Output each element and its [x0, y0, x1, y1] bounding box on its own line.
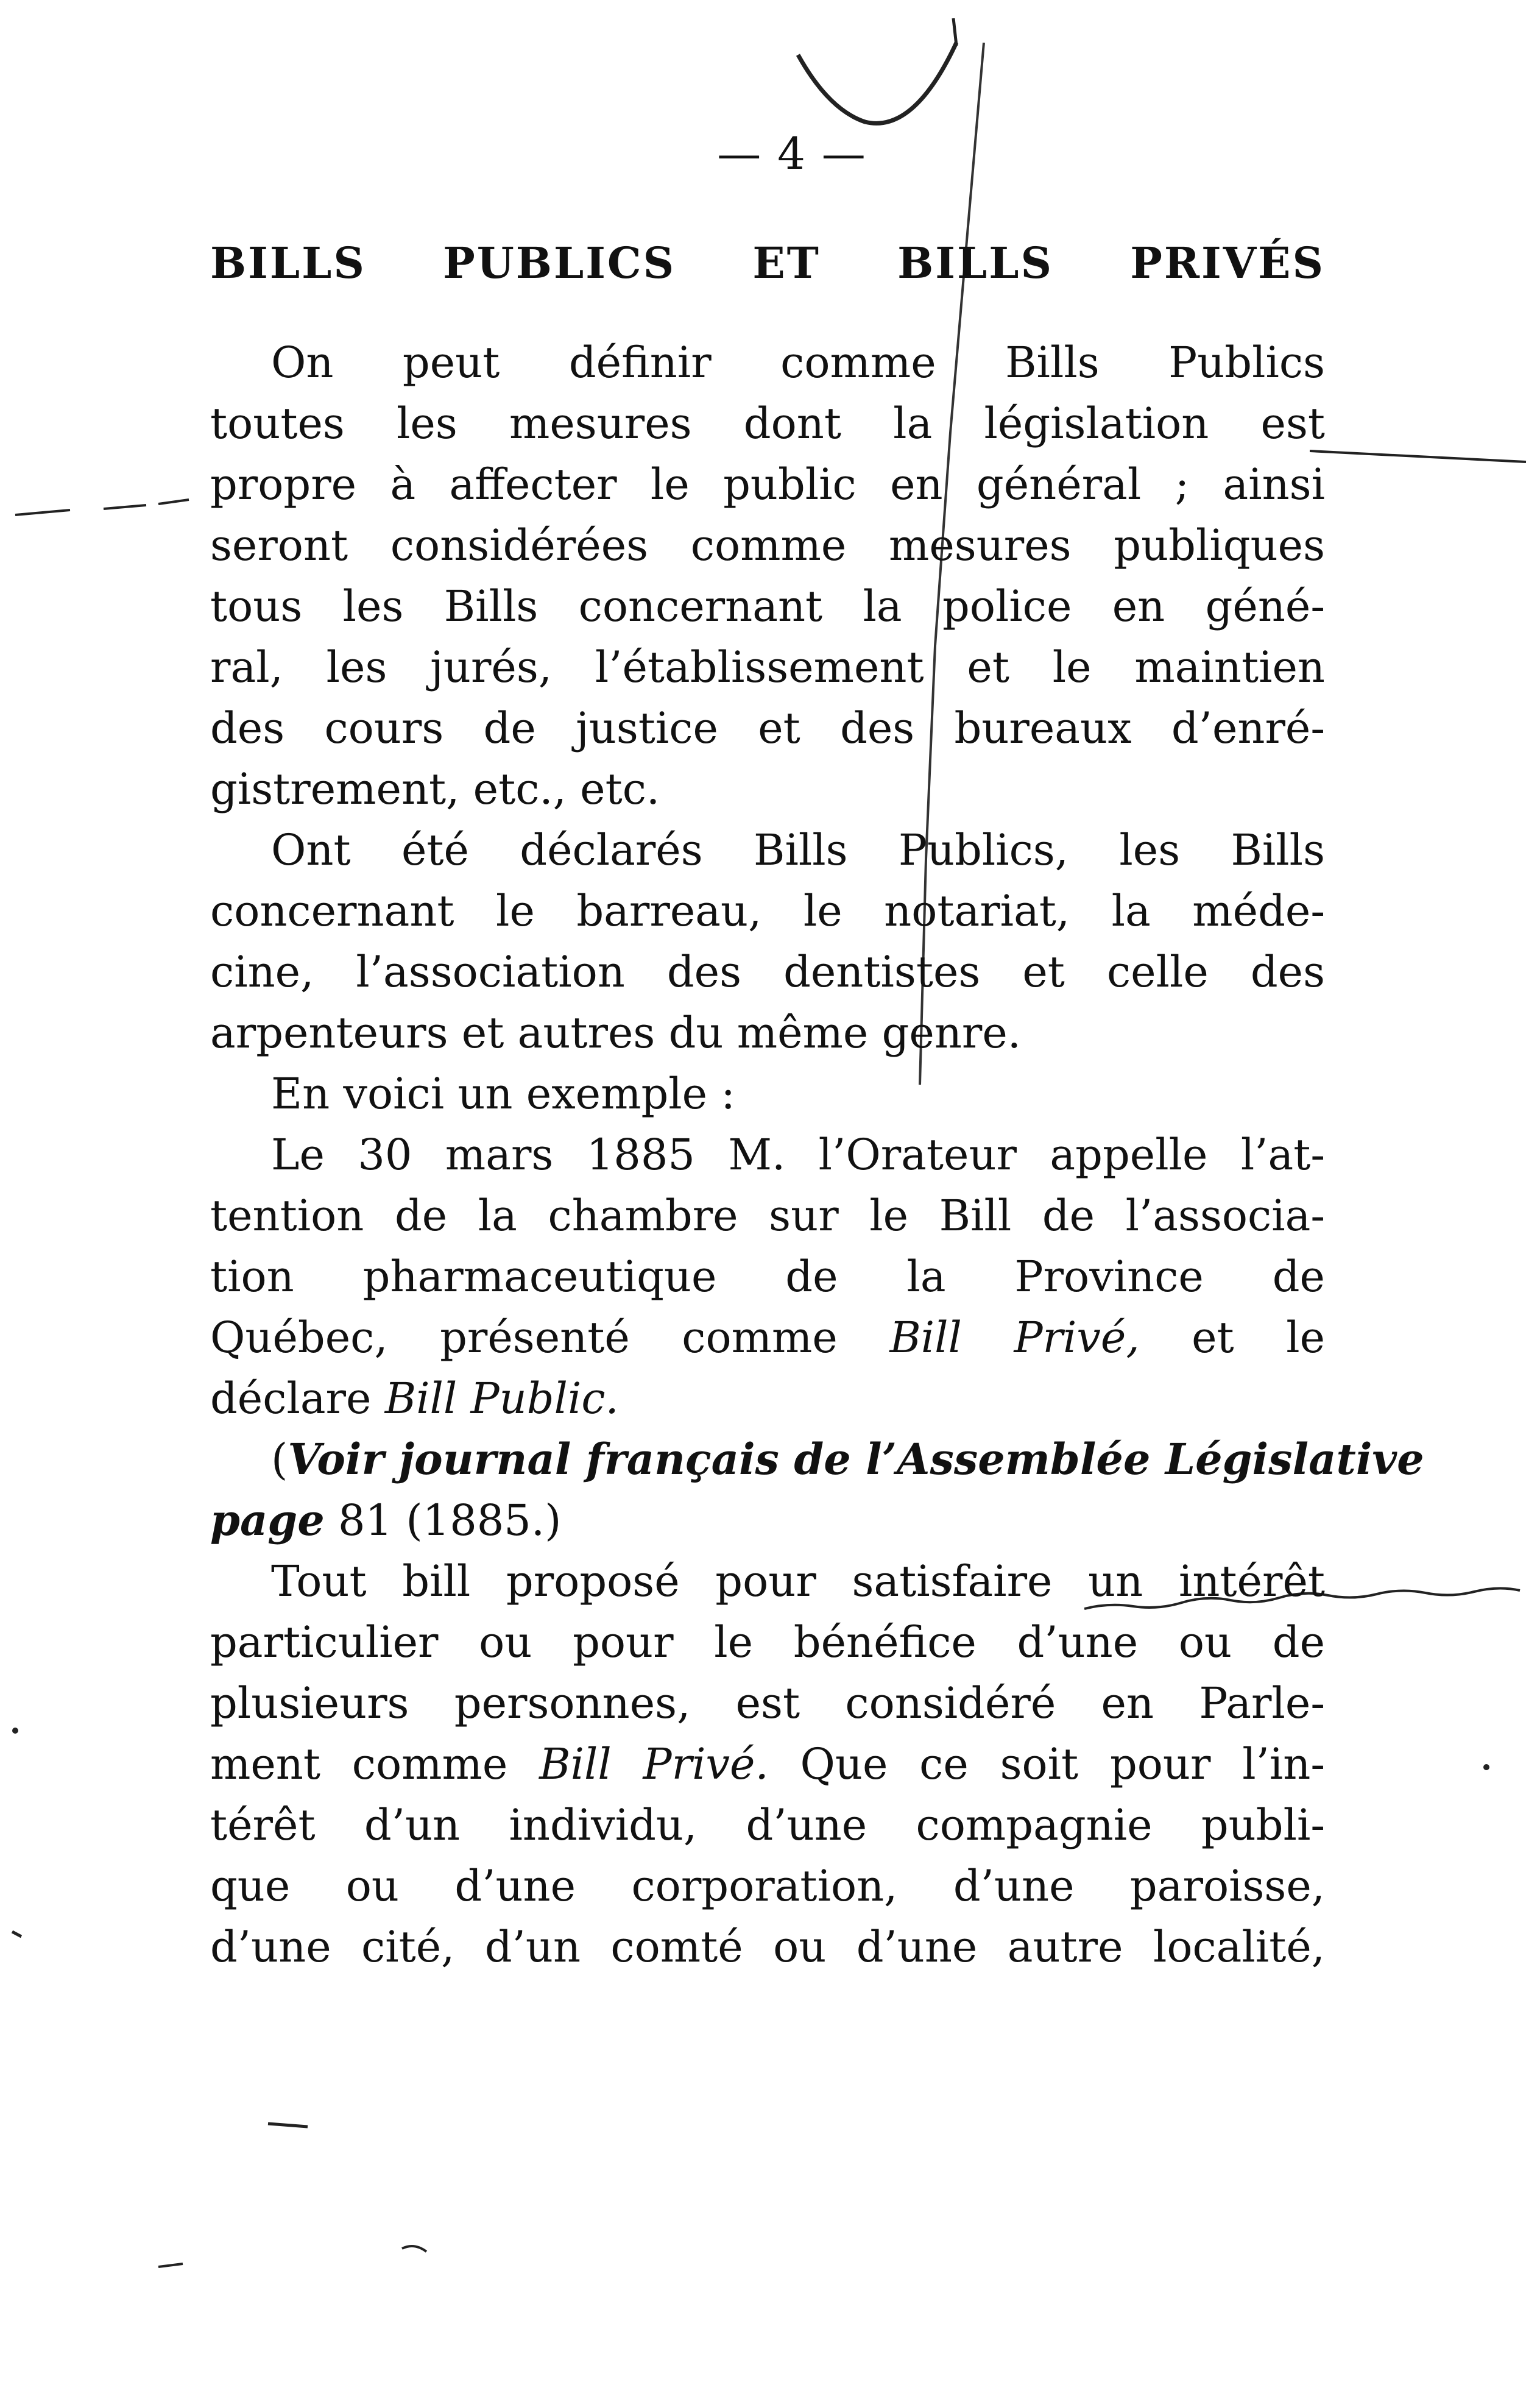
body-line-4: seront considérées comme mesures publiques [210, 520, 1325, 570]
citation-line-1: (Voir journal français de l’Assemblée Législative [271, 1434, 1424, 1484]
body-line-6: ral, les jurés, l’établissement et le maintien [210, 642, 1325, 692]
body-line-12: arpenteurs et autres du même genre. [210, 1008, 1022, 1058]
body-line-27: d’une cité, d’un comté ou d’une autre localité, [210, 1922, 1325, 1972]
body-line-5: tous les Bills concernant la police en géné- [210, 581, 1325, 631]
body-line-7: des cours de justice et des bureaux d’enré- [210, 703, 1325, 753]
body-line-14: Le 30 mars 1885 M. l’Orateur appelle l’at- [271, 1130, 1325, 1180]
body-line-18: déclare Bill Public. [210, 1374, 619, 1423]
page-number: — 4 — [717, 128, 867, 179]
body-line-24: ment comme Bill Privé. Que ce soit pour l’in- [210, 1739, 1326, 1789]
body-line-15: tention de la chambre sur le Bill de l’associa- [210, 1191, 1325, 1241]
body-line-26: que ou d’une corporation, d’une paroisse, [210, 1861, 1325, 1911]
body-line-16: tion pharmaceutique de la Province de [210, 1252, 1325, 1302]
body-line-22: particulier ou pour le bénéfice d’une ou de [210, 1617, 1325, 1667]
margin-dash-mark [12, 497, 195, 521]
body-line-17: Québec, présenté comme Bill Privé, et le [210, 1313, 1326, 1363]
body-line-9: Ont été déclarés Bills Publics, les Bills [271, 825, 1325, 875]
body-line-1: On peut définir comme Bills Publics [271, 338, 1325, 388]
body-line-2: toutes les mesures dont la législation est [210, 399, 1325, 448]
body-line-10: concernant le barreau, le notariat, la méde- [210, 886, 1325, 936]
body-line-13: En voici un exemple : [271, 1069, 735, 1119]
body-line-8: gistrement, etc., etc. [210, 764, 660, 814]
section-heading: BILLS PUBLICS ET BILLS PRIVÉS [210, 238, 1325, 288]
body-line-11: cine, l’association des dentistes et celle des [210, 947, 1325, 997]
body-line-23: plusieurs personnes, est considéré en Parle- [210, 1678, 1325, 1728]
body-line-3: propre à affecter le public en général ; ainsi [210, 459, 1325, 509]
body-line-25: térêt d’un individu, d’une compagnie publi- [210, 1800, 1325, 1850]
body-line-21: Tout bill proposé pour satisfaire un intérêt [271, 1556, 1325, 1606]
pencil-strike-line [1310, 445, 1529, 469]
citation-line-2: page 81 (1885.) [210, 1495, 562, 1545]
